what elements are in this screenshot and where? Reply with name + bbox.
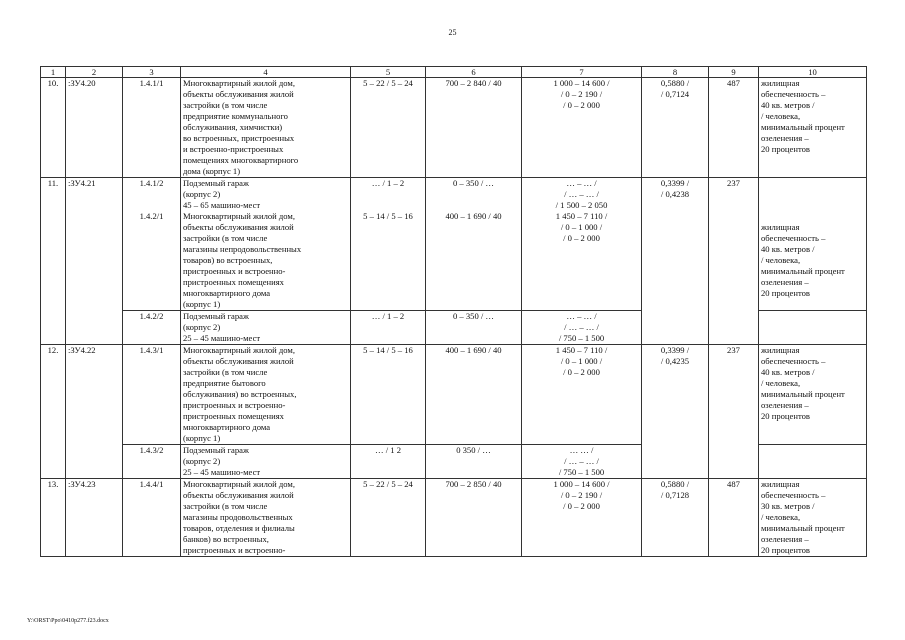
object-description: Многоквартирный жилой дом, объекты обслуживания жилой застройки (в том числе магазины непродовольственных товаров) во встроенных, пристроенных и встроенно- пристроенных помещениях многоквартирного дома (корпус 1): [183, 211, 302, 309]
density-value: 0,5880 / / 0,7128: [642, 479, 709, 557]
object-code: 1.4.3/2: [123, 445, 181, 479]
garage-description: Подземный гараж (корпус 2) 45 – 65 машино-мест: [183, 178, 261, 210]
zoning-parameters-table: [40, 66, 867, 557]
object-code: 1.4.4/1: [123, 479, 181, 557]
row-number: 12.: [41, 345, 66, 479]
height-value: 400 – 1 690 / 40: [445, 211, 502, 221]
object-description: Многоквартирный жилой дом, объекты обслуживания жилой застройки (в том числе предприятие коммунального обслуживания, химчистки) во встроенных, пристроенных и встроенно-пристроенных помещениях многоквартирного дома (корпус 1): [181, 78, 351, 178]
height-value: [426, 178, 522, 311]
area-value: 1 000 – 14 600 / / 0 – 2 190 / / 0 – 2 000: [522, 78, 642, 178]
object-description: [181, 178, 351, 311]
row-number: 11.: [41, 178, 66, 345]
object-code: 1.4.2/1: [139, 211, 164, 221]
floors-value: [351, 178, 426, 311]
table-row: [41, 345, 867, 445]
area-value: [522, 178, 642, 311]
notes-cell: [759, 311, 867, 345]
floors-value: … / 1 – 2: [371, 178, 405, 188]
area-value: … … / / … – … / / 750 – 1 500: [522, 445, 642, 479]
height-value: 400 – 1 690 / 40: [426, 345, 522, 445]
land-plot-code: :ЗУ4.21: [66, 178, 123, 345]
land-plot-code: :ЗУ4.23: [66, 479, 123, 557]
column-header: 1: [41, 67, 66, 78]
area-value: … – … / / … – … / / 750 – 1 500: [522, 311, 642, 345]
column-header: 3: [123, 67, 181, 78]
object-code: 1.4.3/1: [123, 345, 181, 445]
area-value: 1 450 – 7 110 / / 0 – 1 000 / / 0 – 2 000: [522, 345, 642, 445]
residents-value: 237: [709, 345, 759, 479]
object-description: Многоквартирный жилой дом, объекты обслуживания жилой застройки (в том числе предприятие бытового обслуживания) во встроенных, пристроенных и встроенно- пристроенных помещениях многоквартирного дома (корпус 1): [181, 345, 351, 445]
file-path-footer: Y:\ORST\Ppo\0410p277.f23.docx: [27, 618, 109, 624]
notes-cell: [759, 178, 867, 311]
residents-value: 487: [709, 78, 759, 178]
residents-value: 237: [709, 178, 759, 345]
height-value: 0 – 350 / …: [426, 311, 522, 345]
height-value: 700 – 2 850 / 40: [426, 479, 522, 557]
notes-text: жилищная обеспеченность – 40 кв. метров / / человека, минимальный процент озеленения – 20 процентов: [761, 222, 845, 298]
notes-cell: жилищная обеспеченность – 30 кв. метров / / человека, минимальный процент озеленения – 20 процентов: [759, 479, 867, 557]
floors-value: 5 – 22 / 5 – 24: [351, 479, 426, 557]
column-header: 4: [181, 67, 351, 78]
object-code: 1.4.2/2: [123, 311, 181, 345]
density-value: 0,5880 / / 0,7124: [642, 78, 709, 178]
table-row: [41, 78, 867, 178]
land-plot-code: :ЗУ4.20: [66, 78, 123, 178]
column-header: 6: [426, 67, 522, 78]
height-value: 700 – 2 840 / 40: [426, 78, 522, 178]
object-code: 1.4.1/1: [123, 78, 181, 178]
notes-cell: жилищная обеспеченность – 40 кв. метров / / человека, минимальный процент озеленения – 20 процентов: [759, 345, 867, 445]
notes-cell: жилищная обеспеченность – 40 кв. метров / / человека, минимальный процент озеленения – 20 процентов: [759, 78, 867, 178]
height-value: 0 350 / …: [426, 445, 522, 479]
floors-value: 5 – 14 / 5 – 16: [351, 345, 426, 445]
object-description: Многоквартирный жилой дом, объекты обслуживания жилой застройки (в том числе магазины продовольственных товаров, отделения и филиалы банков) во встроенных, пристроенных и встроенно-: [181, 479, 351, 557]
column-header: 5: [351, 67, 426, 78]
land-plot-code: :ЗУ4.22: [66, 345, 123, 479]
density-value: 0,3399 / / 0,4235: [642, 345, 709, 479]
floors-value: … / 1 – 2: [351, 311, 426, 345]
object-code: [123, 178, 181, 311]
density-value: 0,3399 / / 0,4238: [642, 178, 709, 345]
column-header: 2: [66, 67, 123, 78]
floors-value: 5 – 14 / 5 – 16: [363, 211, 413, 221]
column-header: 9: [709, 67, 759, 78]
page-number: 25: [448, 28, 457, 37]
residents-value: 487: [709, 479, 759, 557]
floors-value: … / 1 2: [351, 445, 426, 479]
table-row: [41, 479, 867, 557]
row-number: 10.: [41, 78, 66, 178]
object-description: Подземный гараж (корпус 2) 25 – 45 машино-мест: [181, 445, 351, 479]
area-value: … – … / / … – … / / 1 500 – 2 050: [555, 178, 608, 210]
area-value: 1 450 – 7 110 / / 0 – 1 000 / / 0 – 2 000: [555, 211, 608, 243]
height-value: 0 – 350 / …: [452, 178, 495, 188]
column-header: 10: [759, 67, 867, 78]
column-header: 7: [522, 67, 642, 78]
row-number: 13.: [41, 479, 66, 557]
object-code: 1.4.1/2: [139, 178, 164, 188]
floors-value: 5 – 22 / 5 – 24: [351, 78, 426, 178]
column-header: 8: [642, 67, 709, 78]
notes-cell: [759, 445, 867, 479]
area-value: 1 000 – 14 600 / / 0 – 2 190 / / 0 – 2 000: [522, 479, 642, 557]
object-description: Подземный гараж (корпус 2) 25 – 45 машино-мест: [181, 311, 351, 345]
column-number-row: [41, 67, 867, 78]
